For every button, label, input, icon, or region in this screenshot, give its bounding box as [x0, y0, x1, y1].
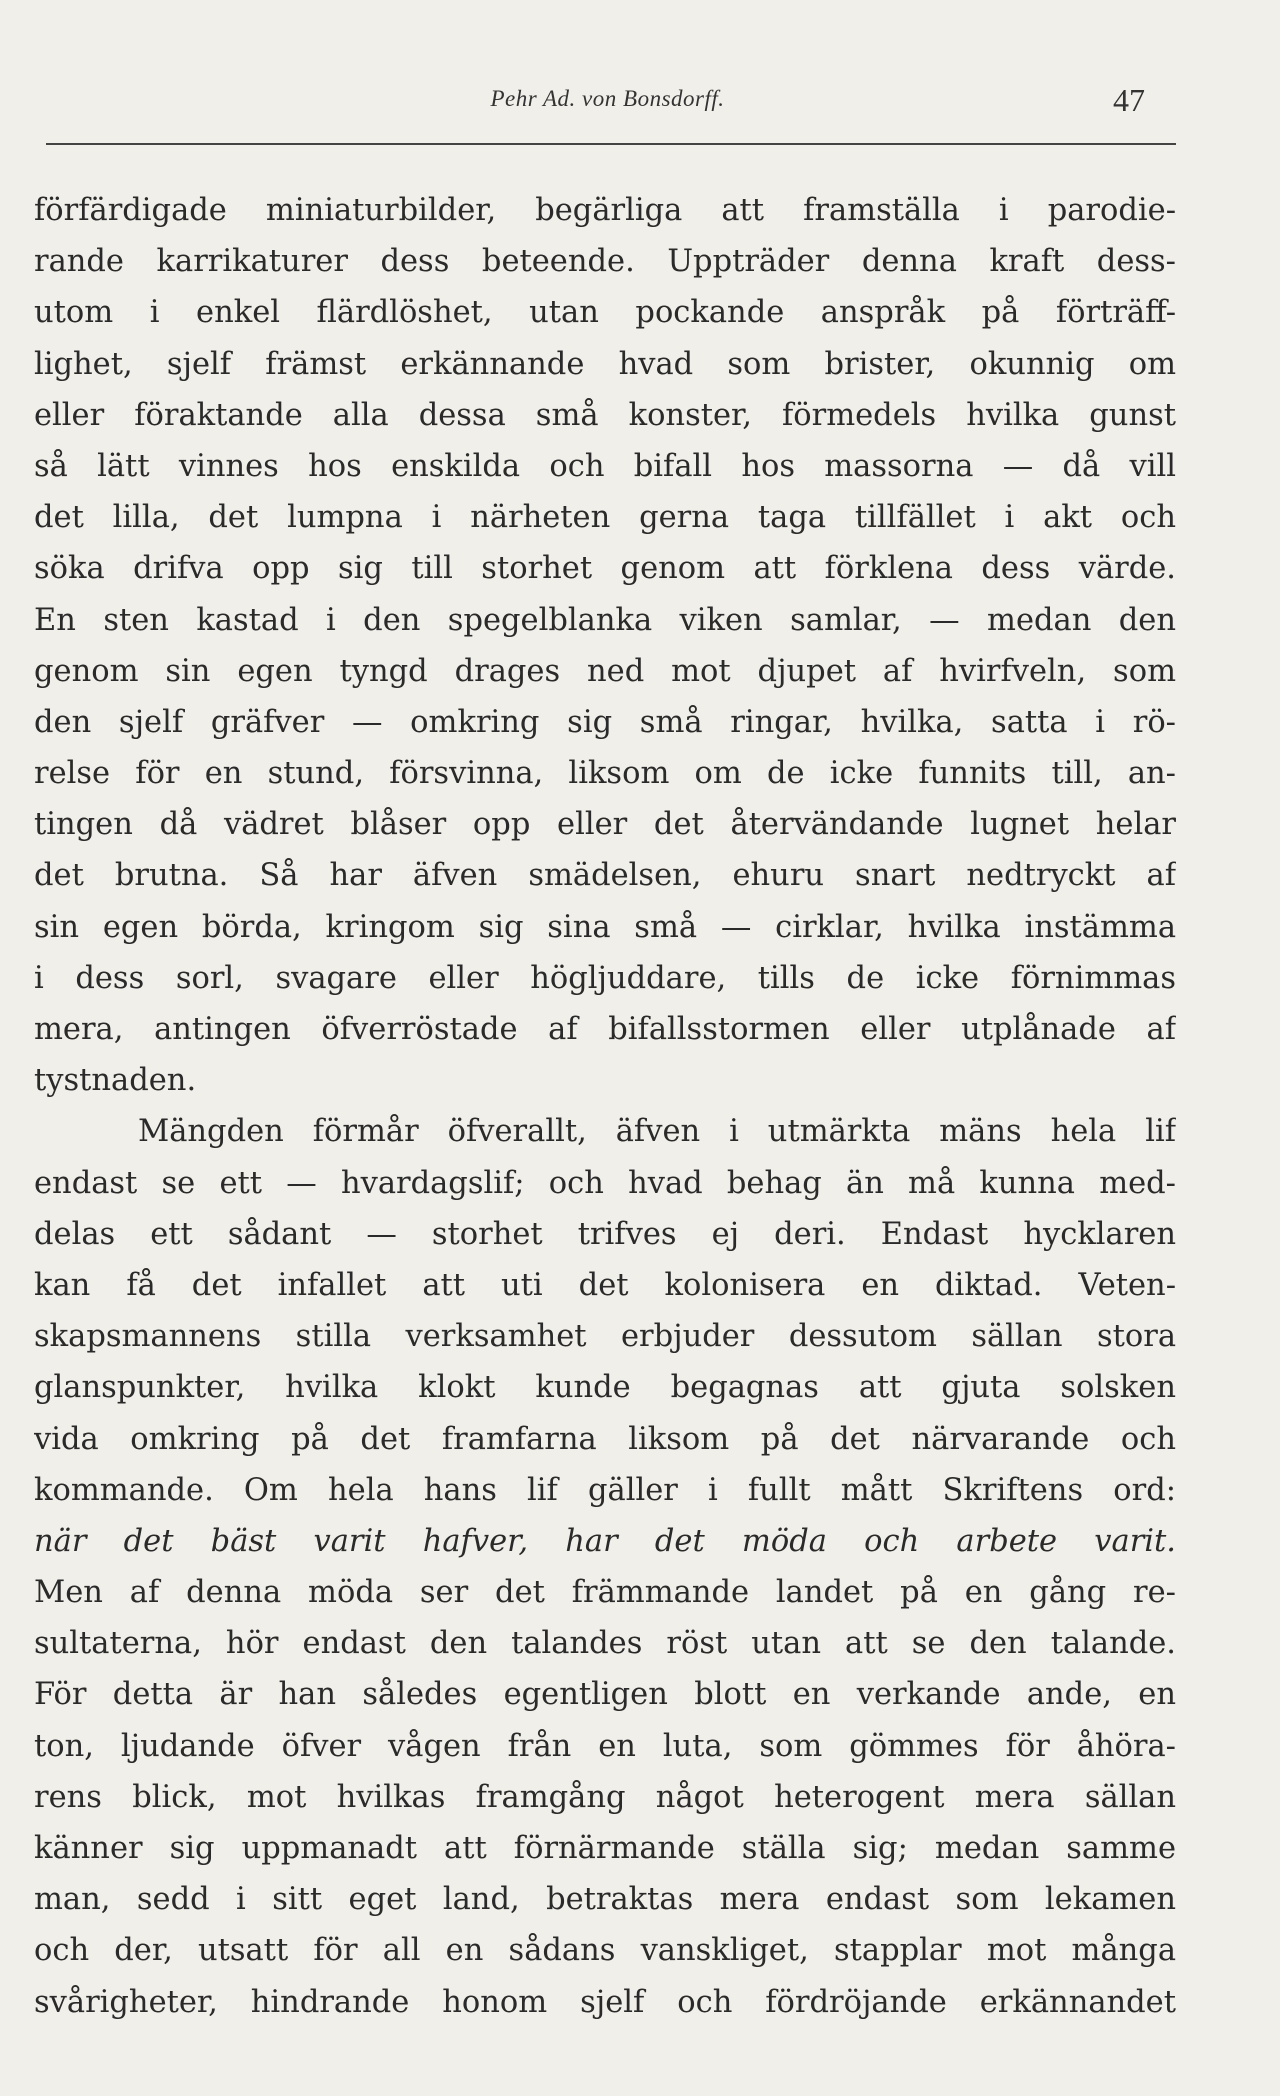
- text-line: sin egen börda, kringom sig sina små — cirklar, hvilka instämma: [34, 909, 1176, 945]
- text-line: tingen då vädret blåser opp eller det återvändande lugnet helar: [34, 807, 1176, 843]
- page-header: [40, 82, 1175, 122]
- text-line: det lilla, det lumpna i närheten gerna taga tillfället i akt och: [34, 500, 1176, 536]
- page-number: 47: [1113, 82, 1145, 118]
- text-line: känner sig uppmanadt att förnärmande ställa sig; medan samme: [34, 1831, 1176, 1866]
- text-line: delas ett sådant — storhet trifves ej deri. Endast hycklaren: [34, 1216, 1176, 1252]
- text-line: rande karrikaturer dess beteende. Uppträder denna kraft dess-: [34, 244, 1176, 280]
- text-line: lighet, sjelf främst erkännande hvad som brister, okunnig om: [34, 346, 1176, 382]
- text-line: i dess sorl, svagare eller högljuddare, tills de icke förnimmas: [34, 960, 1176, 996]
- text-line: så lätt vinnes hos enskilda och bifall hos massorna — då vill: [34, 448, 1176, 484]
- text-line: ton, ljudande öfver vågen från en luta, som gömmes för åhöra-: [34, 1728, 1176, 1764]
- text-line: endast se ett — hvardagslif; och hvad behag än må kunna med-: [34, 1165, 1176, 1201]
- text-line: sultaterna, hör endast den talandes röst utan att se den talande.: [34, 1626, 1176, 1662]
- text-line: kommande. Om hela hans lif gäller i fullt mått Skriftens ord:: [34, 1472, 1176, 1508]
- text-line: Mängden förmår öfverallt, äfven i utmärkta mäns hela lif: [138, 1114, 1176, 1150]
- text-line: En sten kastad i den spegelblanka viken samlar, — medan den: [34, 602, 1176, 638]
- text-line: vida omkring på det framfarna liksom på det närvarande och: [34, 1421, 1176, 1457]
- text-line: man, sedd i sitt eget land, betraktas mera endast som lekamen: [34, 1882, 1176, 1918]
- text-line: det brutna. Så har äfven smädelsen, ehuru snart nedtryckt af: [34, 858, 1176, 894]
- text-line: relse för en stund, försvinna, liksom om de icke funnits till, an-: [34, 756, 1176, 792]
- text-line: kan få det infallet att uti det kolonisera en diktad. Veten-: [34, 1267, 1176, 1303]
- text-line: glanspunkter, hvilka klokt kunde begagnas att gjuta solsken: [34, 1370, 1176, 1406]
- header-rule: [46, 143, 1176, 145]
- text-line: tystnaden.: [34, 1063, 197, 1099]
- text-line: förfärdigade miniaturbilder, begärliga att framställa i parodie-: [34, 193, 1176, 228]
- body-text: [34, 185, 1176, 2028]
- text-line-italic-quote: när det bäst varit hafver, har det möda och arbete varit.: [34, 1523, 1176, 1559]
- text-line: För detta är han således egentligen blott en verkande ande, en: [34, 1677, 1176, 1713]
- text-line: eller föraktande alla dessa små konster, förmedels hvilka gunst: [34, 397, 1176, 433]
- text-line: och der, utsatt för all en sådans vanskliget, stapplar mot många: [34, 1933, 1176, 1969]
- text-line: söka drifva opp sig till storhet genom att förklena dess värde.: [34, 551, 1176, 587]
- text-line: skapsmannens stilla verksamhet erbjuder dessutom sällan stora: [34, 1319, 1176, 1355]
- text-line: mera, antingen öfverröstade af bifallsstormen eller utplånade af: [34, 1012, 1176, 1047]
- text-line: Men af denna möda ser det främmande landet på en gång re-: [34, 1575, 1176, 1611]
- text-line: rens blick, mot hvilkas framgång något heterogent mera sällan: [34, 1779, 1176, 1815]
- text-line: den sjelf gräfver — omkring sig små ringar, hvilka, satta i rö-: [34, 704, 1176, 740]
- text-line: utom i enkel flärdlöshet, utan pockande anspråk på förträff-: [34, 295, 1176, 331]
- text-line: svårigheter, hindrande honom sjelf och fördröjande erkännandet: [34, 1984, 1176, 2020]
- text-line: genom sin egen tyngd drages ned mot djupet af hvirfveln, som: [34, 653, 1176, 689]
- running-head: Pehr Ad. von Bonsdorff.: [490, 86, 725, 111]
